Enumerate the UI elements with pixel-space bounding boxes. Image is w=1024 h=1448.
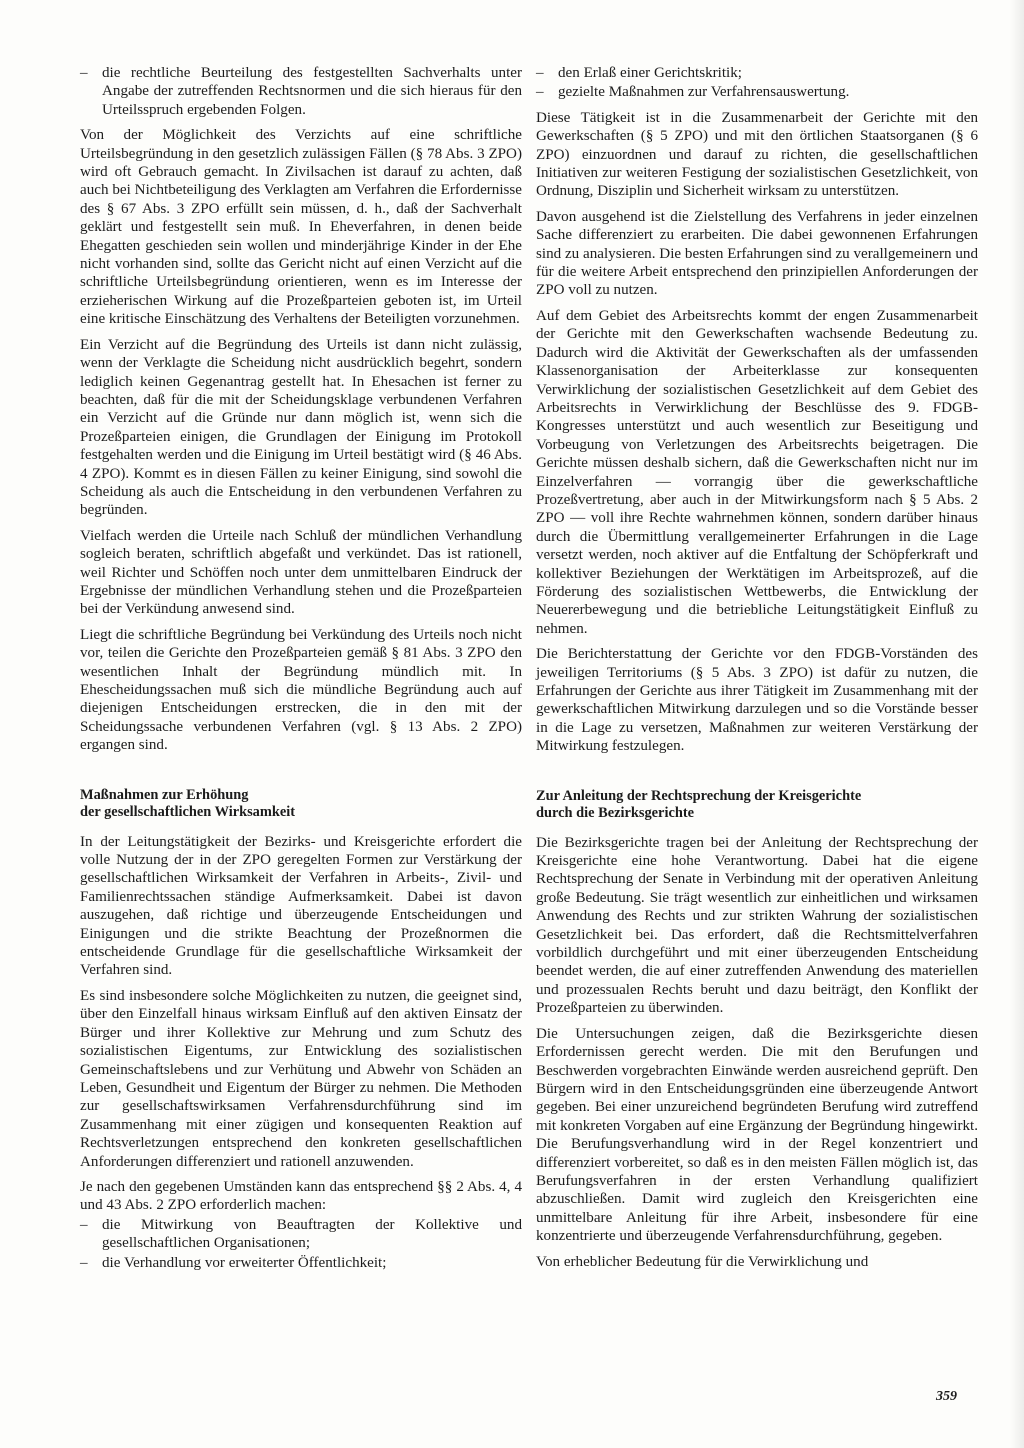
- dash-item: [80, 1216, 522, 1253]
- dash-item: [536, 64, 978, 82]
- dash-text: den Erlaß einer Gerichtskritik;: [558, 65, 742, 81]
- dash-text: gezielte Maßnahmen zur Verfahrensauswertung.: [558, 84, 850, 101]
- dash-mark: –: [80, 65, 88, 81]
- section-heading-line: Zur Anleitung der Rechtsprechung der Kreisgerichte: [536, 787, 862, 804]
- dash-mark: –: [536, 65, 544, 81]
- section-heading-line: durch die Bezirksgerichte: [536, 804, 695, 821]
- left-intro-dash-list: [80, 64, 522, 119]
- dash-mark: –: [536, 84, 544, 101]
- dash-item: [80, 64, 522, 119]
- paragraph: Diese Tätigkeit ist in die Zusammenarbeit der Gerichte mit den Gewerkschaften (§ 5 ZPO) und mit den örtlichen Staatsorganen (§ 6 ZPO) einzuordnen und darauf zu richten, die gesellschaftlichen Initiativen zur weiteren Festigung der sozialistischen Gesetzlichkeit, von Ordnung, Disziplin und Sicherheit wirksam zu unterstützen.: [536, 109, 978, 200]
- left-closing-dash-list: [80, 1216, 522, 1272]
- section-heading-line: Maßnahmen zur Erhöhung: [80, 786, 249, 803]
- section-heading-right: [536, 788, 978, 822]
- dash-item: [536, 83, 978, 101]
- paragraph: Die Berichterstattung der Gerichte vor den FDGB-Vorständen des jeweiligen Territoriums (§ 5 Abs. 3 ZPO) ist dafür zu nutzen, die Erfahrungen der Gerichte aus ihrer Tätigkeit im Zusammenhang mit der gewerkschaftlichen Mitwirkung darzulegen und so die Vorstände besser in die Lage zu versetzen, Maßnahmen zur weiteren Verstärkung der Mitwirkung festzulegen.: [536, 646, 978, 755]
- paragraph: Auf dem Gebiet des Arbeitsrechts kommt der engen Zusammenarbeit der Gerichte mit den Gewerkschaften wachsende Bedeutung zu. Dadurch wird die Aktivität der Gewerkschaften als der umfassenden Klassenorganisation der Arbeiterklasse zur konsequenten Verwirklichung der sozialistischen Gesetzlichkeit auf dem Gebiet des Arbeitsrechts in Verwirklichung der Beschlüsse des 9. FDGB-Kongresses unterstützt und auch wesentlich zur Beseitigung und Vorbeugung von Verletzungen des Arbeitsrechts beigetragen. Die Gerichte müssen deshalb sichern, daß die Gewerkschaften nicht nur im Einzelverfahren — vorrangig über die gewerkschaftliche Prozeßvertretung, aber auch in der Mitwirkungsform nach § 5 Abs. 2 ZPO — voll ihre Rechte wahrnehmen können, sondern darüber hinaus durch die Übermittlung verallgemeinerter Erfahrungen in die Lage versetzt werden, noch aktiver auf die Entfaltung der Schöpferkraft und kollektiver Beziehungen der Werktätigen im Arbeitsprozeß, auf die Förderung des sozialistischen Wettbewerbs, die Entwicklung der Neuererbewegung und die betriebliche Leitungstätigkeit Einfluß zu nehmen.: [536, 307, 978, 637]
- dash-item: [80, 1254, 522, 1272]
- paragraph: Je nach den gegebenen Umständen kann das entsprechend §§ 2 Abs. 4, 4 und 43 Abs. 2 ZPO erforderlich machen:: [80, 1178, 522, 1214]
- paragraph: In der Leitungstätigkeit der Bezirks- und Kreisgerichte erfordert die volle Nutzung der in der ZPO geregelten Formen zur Verstärkung der gesellschaftlichen Wirksamkeit der Verfahren in Arbeits-, Zivil- und Familienrechtssachen ständige Aufmerksamkeit. Dabei ist davon auszugehen, daß richtige und überzeugende Entscheidungen und Einigungen und die strikte Beachtung der Prozeßnormen die entscheidende Grundlage für die gesellschaftliche Wirksamkeit der Verfahren sind.: [80, 833, 522, 979]
- right-column: [536, 64, 978, 1278]
- dash-mark: –: [80, 1216, 88, 1233]
- paragraph: Von der Möglichkeit des Verzichts auf eine schriftliche Urteilsbegründung in den gesetzlich zulässigen Fällen (§ 78 Abs. 3 ZPO) wird oft Gebrauch gemacht. In Zivilsachen ist darauf zu achten, daß auch bei Nichtbeteiligung des Verklagten am Verfahren die Erfordernisse des § 67 Abs. 3 ZPO erfüllt sein müssen, d. h., daß der Sachverhalt geklärt und festgestellt sein muß. In Eheverfahren, in denen beide Ehegatten geschieden sein wollen und minderjährige Kinder in der Ehe nicht vorhanden sind, sollte das Gericht nicht auf einen Verzicht auf die schriftliche Urteilsbegründung orientieren, wenn es im Interesse der erzieherischen Wirkung auf die Prozeßparteien geboten ist, im Urteil eine kritische Einschätzung des Verhaltens der Beteiligten vorzunehmen.: [80, 127, 522, 328]
- page-edge-shadow: [1010, 0, 1024, 1448]
- dash-text: die Verhandlung vor erweiterter Öffentlichkeit;: [102, 1254, 387, 1271]
- page-number: 359: [936, 1389, 957, 1404]
- paragraph: Von erheblicher Bedeutung für die Verwirklichung und: [536, 1253, 869, 1270]
- dash-text: die rechtliche Beurteilung des festgestellten Sachverhalts unter Angabe der zutreffenden Rechtsnormen und die sich hieraus für den Urteilsspruch ergebenden Folgen.: [102, 65, 522, 118]
- paragraph: Ein Verzicht auf die Begründung des Urteils ist dann nicht zulässig, wenn der Verklagte die Scheidung nicht ausdrücklich begehrt, sondern lediglich keinen Gegenantrag gestellt hat. In Ehesachen ist ferner zu beachten, daß für die mit der Scheidungsklage verbundenen Verfahren ein Verzicht auf die Gründe nur dann möglich ist, wenn sich die Prozeßparteien einigen, die Grundlagen der Einigung im Protokoll festgehalten werden und die Einigung im Urteil bestätigt wird (§ 46 Abs. 4 ZPO). Kommt es in diesen Fällen zu keiner Einigung, sind sowohl die Scheidung als auch die Entscheidung in den verbundenen Verfahren zu begründen.: [80, 336, 522, 519]
- left-column: [80, 64, 522, 1279]
- dash-text: die Mitwirkung von Beauftragten der Kollektive und gesellschaftlichen Organisationen;: [102, 1216, 522, 1252]
- paragraph: Vielfach werden die Urteile nach Schluß der mündlichen Verhandlung sogleich beraten, schriftlich abgefaßt und verkündet. Das ist rationell, weil Richter und Schöffen noch unter dem unmittelbaren Eindruck der Ergebnisse der mündlichen Verhandlung stehen und die Prozeßparteien bei der Verkündung anwesend sind.: [80, 527, 522, 618]
- paragraph: Die Untersuchungen zeigen, daß die Bezirksgerichte diesen Erfordernissen gerecht werden. Die mit den Berufungen und Beschwerden vorgebrachten Einwände werden ausreichend geprüft. Den Bürgern wird in den Entscheidungsgründen eine überzeugende Antwort gegeben. Bei einer unzureichend begründeten Berufung wird zutreffend mit konkreten Vorgaben auf eine Ergänzung der Begründung hingewirkt. Die Berufungsverhandlung wird in der Regel konzentriert und differenziert vorbereitet, so daß es in den meisten Fällen möglich ist, das Berufungsverfahren in der ersten Verhandlung qualifiziert abzuschließen. Damit wird zugleich den Kreisgerichten eine unmittelbare Anleitung für ihre Arbeit, insbesondere für eine konzentrierte und überzeugende Verfahrensdurchführung, gegeben.: [536, 1025, 978, 1245]
- paragraph: Die Bezirksgerichte tragen bei der Anleitung der Rechtsprechung der Kreisgerichte eine hohe Verantwortung. Dabei hat die eigene Rechtsprechung der Senate in Verbindung mit der operativen Anleitung große Bedeutung. Sie trägt wesentlich zur einheitlichen und wirksamen Anwendung des Rechts und zur strikten Wahrung der sozialistischen Gesetzlichkeit bei. Das erfordert, daß die Rechtsmittelverfahren vorbildlich durchgeführt und mit einer überzeugenden Entscheidung beendet werden, die auf einer zutreffenden Anwendung des materiellen und prozessualen Rechts beruht und dazu beiträgt, den Konflikt der Prozeßparteien zu überwinden.: [536, 834, 978, 1017]
- paragraph: Es sind insbesondere solche Möglichkeiten zu nutzen, die geeignet sind, über den Einzelfall hinaus wirksam Einfluß auf den aktiven Einsatz der Bürger und ihrer Kollektive zur Mehrung und zum Schutz des sozialistischen Eigentums, zur Entwicklung des sozialistischen Gemeinschaftslebens und zur Verhütung und Abwehr von Schäden an Leben, Gesundheit und Eigentum der Bürger zu nehmen. Die Methoden zur gesellschaftswirksamen Verfahrensdurchführung sind im Zusammenhang mit einer zügigen und konsequenten Reaktion auf Rechtsverletzungen entsprechend den konkreten gesellschaftlichen Anforderungen differenziert und rationell anzuwenden.: [80, 987, 522, 1170]
- dash-mark: –: [80, 1254, 88, 1271]
- section-heading-line: der gesellschaftlichen Wirksamkeit: [80, 803, 296, 820]
- paragraph: Liegt die schriftliche Begründung bei Verkündung des Urteils noch nicht vor, teilen die Gerichte den Prozeßparteien gemäß § 81 Abs. 3 ZPO den wesentlichen Inhalt der Begründung mündlich mit. In Ehescheidungssachen muß sich die mündliche Begründung auch auf diejenigen Entscheidungen erstrecken, die in den mit der Scheidungssache verbundenen Verfahren (vgl. § 13 Abs. 2 ZPO) ergangen sind.: [80, 626, 522, 754]
- right-intro-dash-list: [536, 64, 978, 102]
- paragraph: Davon ausgehend ist die Zielstellung des Verfahrens in jeder einzelnen Sache differenziert zu erarbeiten. Die dabei gewonnenen Erfahrungen sind zu analysieren. Die besten Erfahrungen sind zu verallgemeinern und für die weitere Arbeit entsprechend den prinzipiellen Anforderungen der ZPO voll zu nutzen.: [536, 208, 978, 299]
- section-heading-left: [80, 787, 522, 821]
